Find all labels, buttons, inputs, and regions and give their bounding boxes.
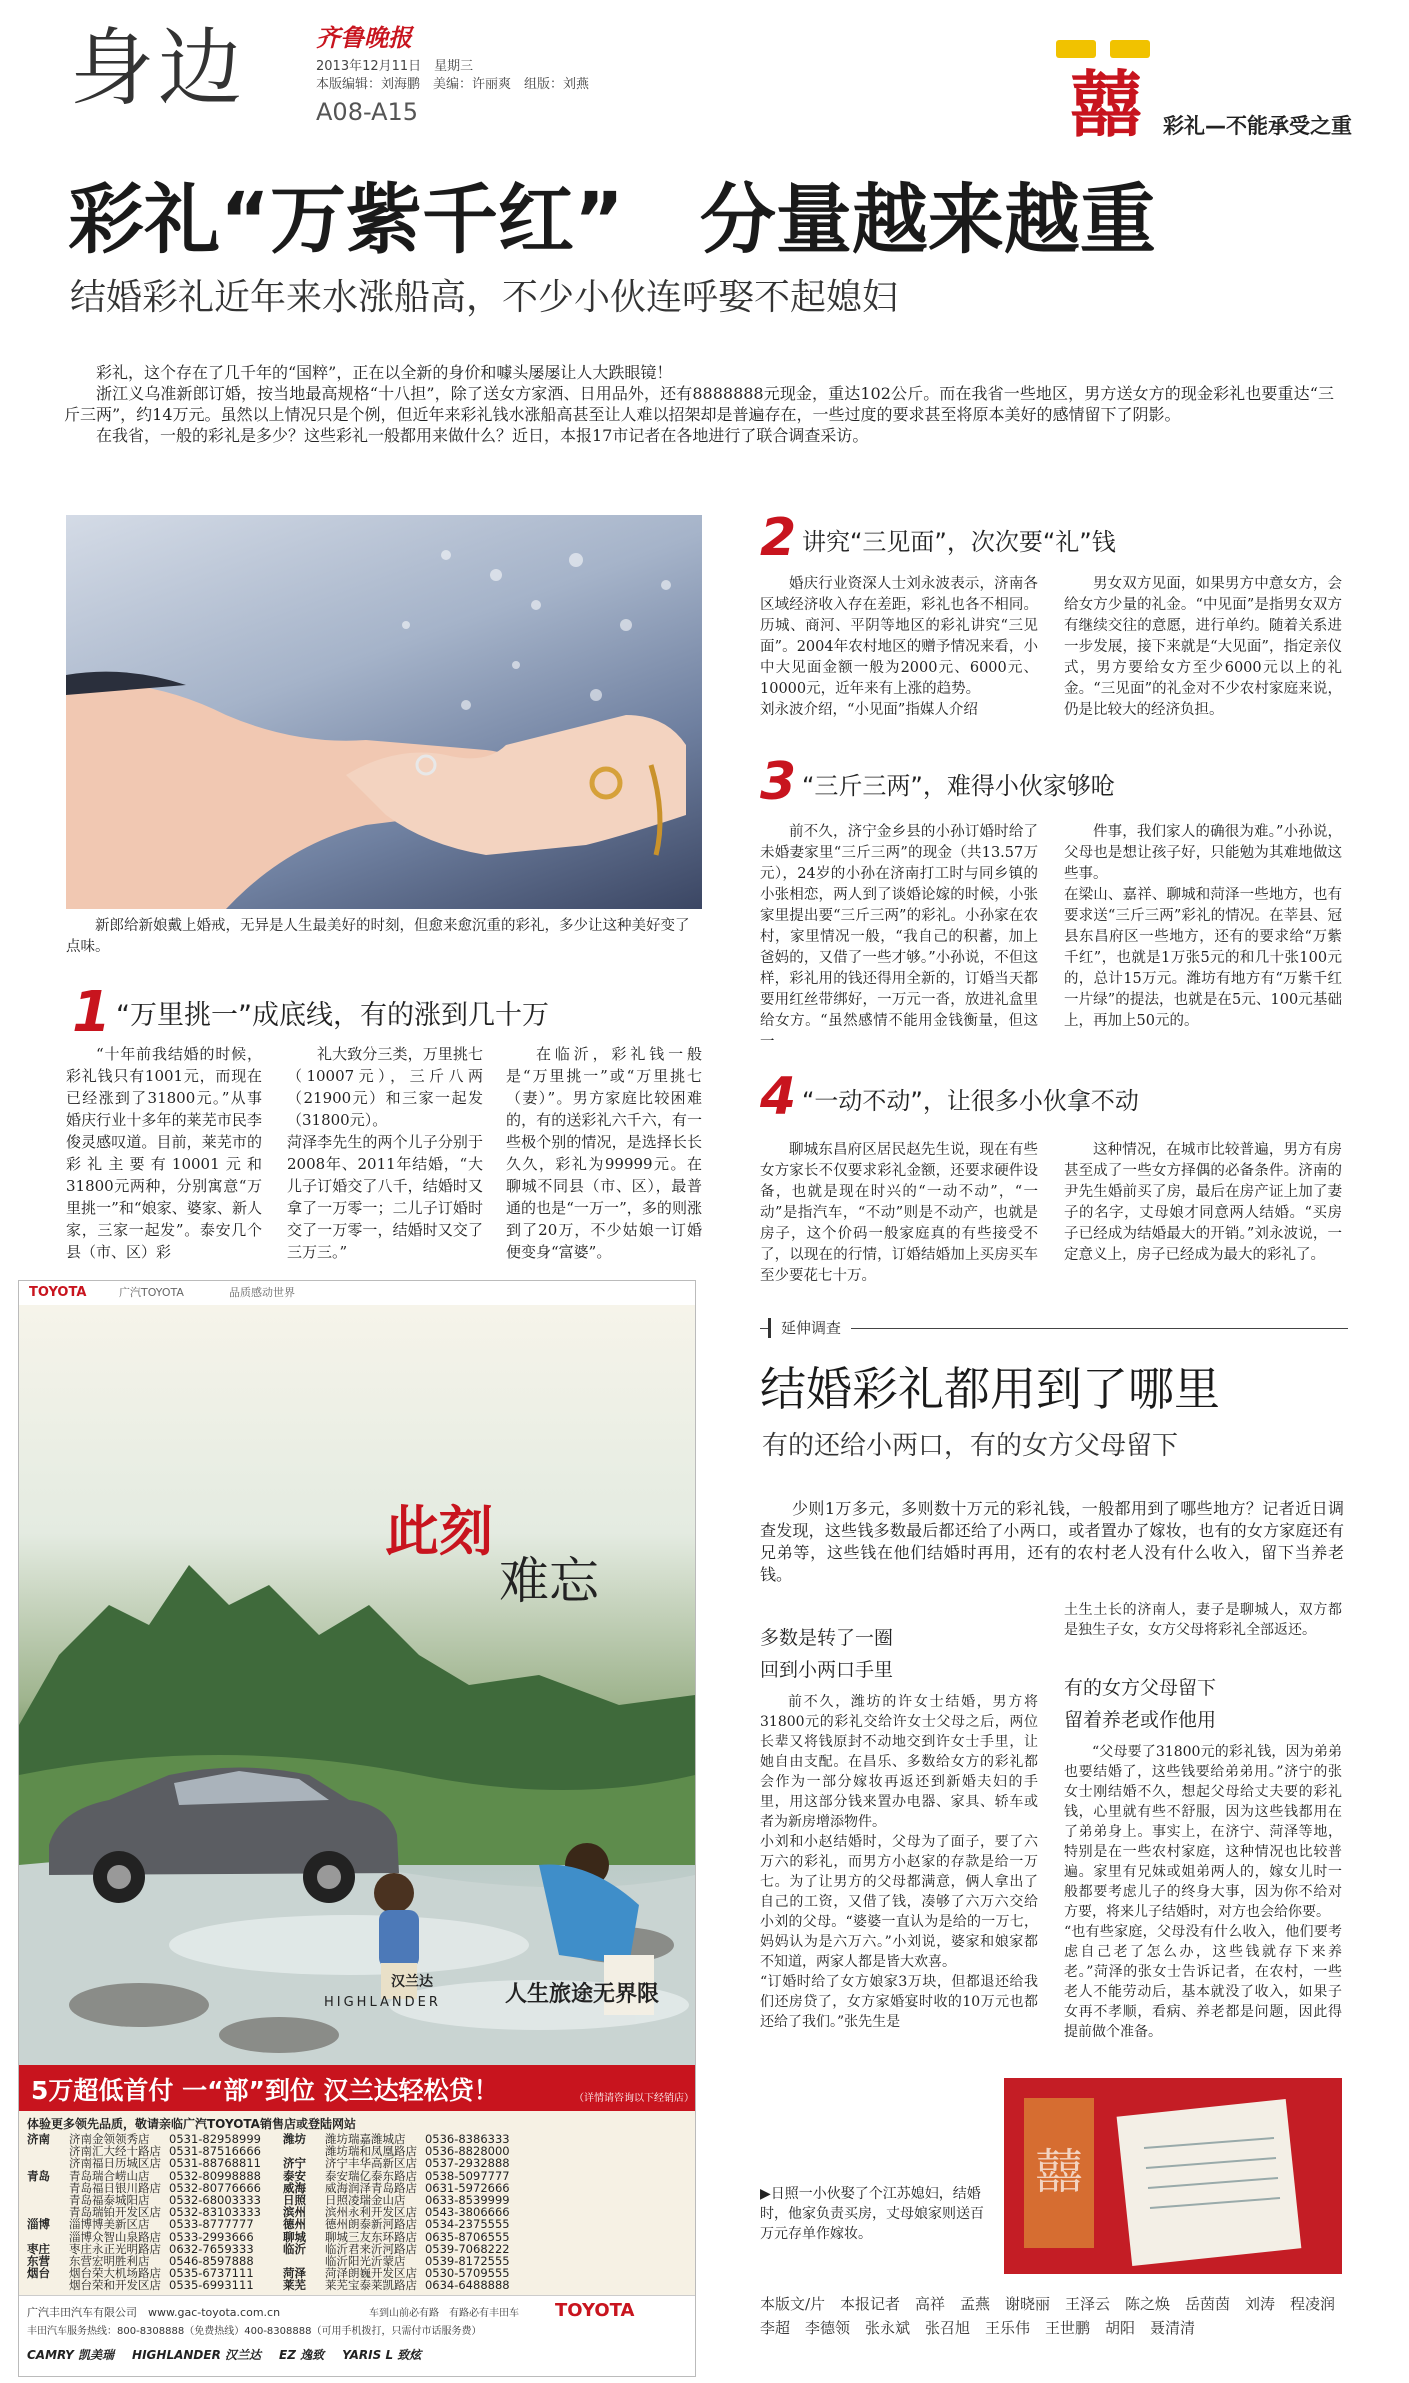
dealer-phone: 0536-8828000 xyxy=(424,2144,510,2159)
dealer-store: 潍坊瑞嘉潍城店 xyxy=(324,2132,406,2146)
ad-scene-image xyxy=(19,1305,695,2065)
dealer-city: 枣庄 xyxy=(27,2241,50,2256)
section-3-heading xyxy=(760,752,1380,812)
dealer-row xyxy=(23,2170,514,2182)
section-1-title: “万里挑一”成底线，有的涨到几十万 xyxy=(116,1000,549,1031)
dealer-phone: 0532-80998888 xyxy=(169,2168,261,2183)
ad-header xyxy=(19,1281,695,1306)
lead-paragraph xyxy=(64,362,1334,446)
feature-title: 结婚彩礼都用到了哪里 xyxy=(760,1362,1220,1416)
feature-sub1-title-line2: 回到小两口手里 xyxy=(760,1659,894,1681)
dealer-phone: 0538-5097777 xyxy=(424,2168,510,2183)
dealer-phone: 0539-7068222 xyxy=(424,2241,510,2256)
svg-text:囍: 囍 xyxy=(1069,63,1143,144)
dealer-store: 济宁丰华高新区店 xyxy=(324,2156,417,2171)
dealer-store: 临沂阳光沂蒙店 xyxy=(324,2254,406,2269)
feature-sub2-title-line2: 留着养老或作他用 xyxy=(1064,1709,1217,1731)
dealer-phone: 0533-2993666 xyxy=(169,2229,254,2244)
dealer-phone: 0531-82958999 xyxy=(169,2132,261,2146)
section-3-col-2: 件事，我们家人的确很为难。”小孙说，父母也是想让孩子好，只能勉为其难地做这些事。 在梁山、嘉祥、聊城和菏泽一些地方，也有要求送“三斤三两”彩礼的情况。在莘县、冠县东昌府区一些地方，还有的要求给“万紫千红”，也就是1万张5元的和几十张100元的，总计15万元。潍坊有地方有“万紫千红一片绿”的提法，也就是在5元、100元基础上，再加上50元的。 xyxy=(1064,824,1342,1029)
paper-logo: 齐鲁晚报 xyxy=(316,23,412,52)
dealer-store: 滨州永利开发区店 xyxy=(324,2205,417,2220)
dealer-store: 枣庄永正光明路店 xyxy=(69,2241,161,2256)
feature-sub1-body: 前不久，潍坊的许女士结婚，男方将31800元的彩礼交给许女士父母之后，两位长辈又将钱原封不动地交到许女士手里，让她自由支配。在昌乐、多数给女方的彩礼都会作为一部分嫁妆再返还到新婚夫妇的手里，用这部分钱来置办电器、家具、轿车或者为新房增添物件。 小刘和小赵结婚时，父母为了面子，要了六万六的彩礼，而男方小赵家的存款是给一万七。为了让男方的父母都满意，俩人拿出了自己的工资，又借了钱，凑够了六万六交给小刘的父母。“婆婆一直认为是给的一万七，妈妈认为是六万六。”小刘说，婆家和娘家都不知道，两家人都是皆大欢喜。 “订婚时给了女方娘家3万块，但都退还给我们还房贷了，女方家婚宴时收的10万元也都还给了我们。”张先生是 xyxy=(760,1694,1038,2030)
dealer-phone: 0632-7659333 xyxy=(169,2241,254,2256)
ad-slogan-top: 品质感动世界 xyxy=(229,1286,295,1299)
feature-sub2-body: “父母要了31800元的彩礼钱，因为弟弟也要结婚了，这些钱要给弟弟用。”济宁的张女士刚结婚不久，想起父母给丈夫要的彩礼钱，心里就有些不舒服，因为这些钱都用在了弟弟身上。事实上，在济宁、菏泽等地，特别是在一些农村家庭，这种情况也比较普遍。家里有兄妹或姐弟两人的，嫁女儿时一般都要考虑儿子的终身大事，因为你不给对方要，将来儿子结婚时，对方也会给你要。 “也有些家庭，父母没有什么收入，他们要考虑自己老了怎么办，这些钱就存下来养老。”菏泽的张女士告诉记者，在农村，一些老人不能劳动后，基本就没了收入，如果子女再不孝顺，看病、养老都是问题，因此得提前做个准备。 xyxy=(1064,1744,1342,2040)
dealer-store: 淄博博美新区店 xyxy=(69,2217,150,2232)
section-4-col-1: 聊城东昌府区居民赵先生说，现在有些女方家长不仅要求彩礼金额，还要求硬件设备，也就是现在时兴的“一动不动”，“一动”是指汽车，“不动”则是不动产，也就是房子，这个价码一般家庭真的有些接受不了，以现在的行情，订婚结婚加上买房买车至少要花七十万。 xyxy=(760,1142,1038,1284)
dealer-store: 青岛瑞铂开发区店 xyxy=(69,2205,161,2220)
dealer-city xyxy=(23,2279,65,2291)
dealer-store: 淄博众智山泉路店 xyxy=(69,2229,161,2244)
dealer-city: 日照 xyxy=(282,2193,306,2208)
dealer-phone: 0531-87516666 xyxy=(169,2144,261,2159)
dealer-phone: 0532-68003333 xyxy=(169,2193,261,2208)
main-headline: 彩礼“万紫千红” 分量越来越重 xyxy=(68,175,1156,264)
dealer-store: 济南福日历城区店 xyxy=(69,2156,161,2171)
editors-line: 本版编辑：刘海鹏 美编：许丽爽 组版：刘燕 xyxy=(316,77,590,92)
section-2-number: 2 xyxy=(760,508,797,568)
dealer-phone: 0531-88768811 xyxy=(169,2156,261,2171)
feature-sub1-title-line1: 多数是转了一圈 xyxy=(760,1627,894,1649)
ad-footer xyxy=(19,2295,695,2377)
ad-tagline: 人生旅途无界限 xyxy=(505,1982,660,2007)
dealer-phone: 0537-2932888 xyxy=(424,2156,510,2171)
ad-dealer-panel xyxy=(19,2111,695,2295)
section-4-heading xyxy=(760,1067,1380,1127)
dealer-row xyxy=(23,2218,514,2230)
ad-model-en: HIGHLANDER xyxy=(324,1995,441,2010)
double-happiness-icon xyxy=(1050,38,1162,144)
ad-brand: TOYOTA xyxy=(29,1285,87,1300)
section-1-heading xyxy=(66,980,706,1045)
dealer-store: 菏泽朗巍开发区店 xyxy=(324,2266,417,2281)
section-1-col-1: “十年前我结婚的时候，彩礼钱只有1001元，而现在已经涨到了31800元。”从事婚庆行业十多年的莱芜市民李俊灵感叹道。目前，莱芜市的彩礼主要有10001元和31800元两种，分别寓意“万里挑一”和“娘家、婆家、新人家，三家一起发”。泰安几个县（市、区）彩 xyxy=(66,1045,262,1261)
dealer-phone: 0634-6488888 xyxy=(424,2278,510,2293)
toyota-logo-text: TOYOTA xyxy=(555,2300,635,2321)
ad-headline-2: 难忘 xyxy=(499,1552,599,1610)
section-4-title: “一动不动”，让很多小伙拿不动 xyxy=(802,1087,1139,1115)
section-title: 身边 xyxy=(70,19,247,117)
section-4-col-2: 这种情况，在城市比较普遍，男方有房甚至成了一些女方择偶的必备条件。济南的尹先生婚前买了房，最后在房产证上加了妻子的名字，丈母娘才同意两人结婚。“买房子已经成为结婚最大的开销。”刘永波说，一定意义上，房子已经成为最大的彩礼了。 xyxy=(1064,1142,1342,1263)
dealer-city xyxy=(23,2231,65,2243)
section-2-heading xyxy=(760,508,1380,568)
dealer-phone: 0530-5709555 xyxy=(424,2266,510,2281)
model-ez: EZ 逸致 xyxy=(279,2348,325,2362)
dealer-phone: 0635-8706555 xyxy=(424,2229,510,2244)
dealer-store: 青岛瑞合崂山店 xyxy=(69,2168,150,2183)
model-yaris: YARIS L 致炫 xyxy=(342,2348,422,2362)
section-3-number: 3 xyxy=(760,752,797,812)
ad-footer-right: 车到山前必有路 有路必有丰田车 xyxy=(369,2308,519,2319)
section-3-col-1: 前不久，济宁金乡县的小孙订婚时给了未婚妻家里“三斤三两”的现金（共13.57万元），24岁的小孙在济南打工时与同乡镇的小张相恋，两人到了谈婚论嫁的时候，小张家里提出要“三斤三两”的彩礼。小孙家在农村，家里情况一般，“我自己的积蓄，加上爸妈的，又借了一些才够。”小孙说，不但这样，彩礼用的钱还得用全新的，订婚当天都要用红丝带绑好，一万元一沓，放进礼盒里给女方。“虽然感情不能用金钱衡量，但这一 xyxy=(760,824,1038,1050)
section-1-col-2: 礼大致分三类，万里挑七（10007元），三斤八两（21900元）和三家一起发（31800元）。 菏泽李先生的两个儿子分别于2008年、2011年结婚，“大儿子订婚交了八千，结婚时又拿了一万零一；二儿子订婚时交了一万零一，结婚时又交了三万三。” xyxy=(287,1045,483,1261)
ad-promo-note: （详情请咨询以下经销店） xyxy=(574,2093,694,2104)
section-3-title: “三斤三两”，难得小伙家够呛 xyxy=(802,772,1115,800)
toyota-logo xyxy=(555,2300,634,2321)
dealer-city: 烟台 xyxy=(27,2266,50,2281)
dealer-phone: 0536-8386333 xyxy=(424,2132,510,2146)
dealer-city: 东营 xyxy=(27,2254,50,2269)
dealer-city: 威海 xyxy=(282,2180,306,2195)
dealer-store: 潍坊瑞和凤凰路店 xyxy=(324,2144,417,2159)
section-2-col-2: 男女双方见面，如果男方中意女方，会给女方少量的礼金。“中见面”是指男女双方有继续交往的意愿，进行单约。随着关系进一步发展，接下来就是“大见面”，指定亲仪式，男方要给女方至少6000元以上的礼金。“三见面”的礼金对不少农村家庭来说，仍是比较大的经济负担。 xyxy=(1064,576,1342,718)
dealer-phone: 0546-8597888 xyxy=(169,2254,254,2269)
dealer-store: 聊城三友东环路店 xyxy=(324,2229,417,2244)
dealer-store: 莱芜宝泰莱凯路店 xyxy=(324,2278,417,2293)
dealer-city: 聊城 xyxy=(282,2229,306,2244)
ad-footer-service: 丰田汽车服务热线：800-8308888（免费热线）400-8308888（可用手机拨打，只需付市话服务费） xyxy=(27,2326,482,2337)
dealer-store: 烟台荣大机场路店 xyxy=(69,2266,161,2281)
dealer-city: 临沂 xyxy=(282,2241,306,2256)
lead-line-2: 浙江义乌准新郎订婚，按当地最高规格“十八担”，除了送女方家酒、日用品外，还有8888888元现金，重达102公斤。而在我省一些地区，男方送女方的现金彩礼也要重达“三斤三两”，约14万元。虽然以上情况只是个例，但近年来彩礼钱水涨船高甚至让人难以招架却是普遍存在，一些过度的要求甚至将原本美好的感情留下了阴影。 xyxy=(64,384,1334,424)
dealer-row xyxy=(23,2157,514,2169)
dealer-table xyxy=(23,2133,514,2292)
toyota-ad xyxy=(18,1280,696,2377)
feature-tag: 延伸调查 xyxy=(768,1318,851,1338)
ad-headline-1: 此刻 xyxy=(385,1499,493,1563)
feature-sub2-title-line1: 有的女方父母留下 xyxy=(1064,1677,1217,1699)
dealer-phone: 0532-83103333 xyxy=(169,2205,261,2220)
ad-brand-cn: 广汽TOYOTA xyxy=(119,1286,184,1299)
dealer-store: 德州朗泰新河路店 xyxy=(324,2217,417,2232)
dealer-phone: 0535-6737111 xyxy=(169,2266,254,2281)
dealer-store: 临沂君来沂河路店 xyxy=(324,2241,417,2256)
dealer-phone: 0534-2375555 xyxy=(424,2217,510,2232)
dealer-store: 济南汇大经十路店 xyxy=(69,2144,161,2159)
dealer-phone: 0533-8777777 xyxy=(169,2217,254,2232)
dealer-city: 淄博 xyxy=(27,2217,50,2232)
dealer-city xyxy=(23,2182,65,2194)
dealer-row xyxy=(23,2279,514,2291)
lead-line-1: 彩礼，这个存在了几千年的“国粹”，正在以全新的身价和噱头屡屡让人大跌眼镜！ xyxy=(96,363,673,382)
dealer-store: 日照凌瑞金山店 xyxy=(324,2193,406,2208)
dealer-city: 潍坊 xyxy=(282,2132,306,2146)
dealer-store: 青岛福日银川路店 xyxy=(69,2180,161,2195)
section-4-number: 4 xyxy=(760,1067,797,1127)
feature-photo-caption: ▶日照一小伙娶了个江苏媳妇，结婚时，他家负责买房，丈母娘家则送百万元存单作嫁妆。 xyxy=(760,2186,984,2242)
feature-subtitle: 有的还给小两口，有的女方父母留下 xyxy=(762,1431,1179,1461)
dealer-phone: 0535-6993111 xyxy=(169,2278,254,2293)
dealer-city xyxy=(23,2145,65,2157)
dealer-city: 泰安 xyxy=(282,2168,306,2183)
feature-lead: 少则1万多元，多则数十万元的彩礼钱，一般都用到了哪些地方？记者近日调查发现，这些钱多数最后都还给了小两口，或者置办了嫁妆，也有的女方家庭还有兄弟等，这些钱在他们结婚时再用，还有的农村老人没有什么收入，留下当养老钱。 xyxy=(760,1499,1344,1584)
section-1-col-3: 在临沂，彩礼钱一般是“万里挑一”或“万里挑七（妻）”。男方家庭比较困难的，有的送彩礼六千六，有一些极个别的情况，是选择长长久久，彩礼为99999元。在聊城不同县（市、区），最普通的也是“一万一”，多的则涨到了20万，不少姑娘一订婚便变身“富婆”。 xyxy=(506,1045,702,1261)
dealer-store: 威海润泽青岛路店 xyxy=(324,2180,417,2195)
feature-sub1-title xyxy=(760,1622,1040,1686)
section-2-title: 讲究“三见面”，次次要“礼”钱 xyxy=(802,528,1116,556)
dealer-city: 青岛 xyxy=(27,2168,50,2183)
ring-photo xyxy=(66,515,702,909)
dealer-city: 济南 xyxy=(27,2132,50,2146)
dealer-phone: 0532-80776666 xyxy=(169,2180,261,2195)
dealer-phone: 0543-3806666 xyxy=(424,2205,510,2220)
dealer-city: 济宁 xyxy=(282,2156,306,2171)
page-range: A08-A15 xyxy=(316,98,419,126)
svg-text:囍: 囍 xyxy=(1034,2144,1084,2200)
dealer-city xyxy=(23,2194,65,2206)
ad-promo-text: 5万超低首付 一“部”到位 汉兰达轻松贷！ xyxy=(31,2076,499,2105)
dealer-row xyxy=(23,2231,514,2243)
dealer-city xyxy=(23,2157,65,2169)
dealer-city: 菏泽 xyxy=(282,2266,306,2281)
lead-line-3: 在我省，一般的彩礼是多少？这些彩礼一般都用来做什么？近日，本报17市记者在各地进行了联合调查采访。 xyxy=(96,426,869,445)
ad-dealers-title: 体验更多领先品质，敬请亲临广汽TOYOTA销售店或登陆网站 xyxy=(27,2117,356,2131)
dealer-phone: 0539-8172555 xyxy=(424,2254,510,2269)
ad-model-cn: 汉兰达 xyxy=(391,1974,433,1990)
dealer-store: 东营宏明胜利店 xyxy=(69,2254,150,2269)
ad-models-row xyxy=(27,2346,687,2370)
model-camry: CAMRY 凯美瑞 xyxy=(27,2348,115,2362)
section-2-col-1: 婚庆行业资深人士刘永波表示，济南各区域经济收入存在差距，彩礼也各不相同。历城、商河、平阴等地区的彩礼讲究“三见面”。2004年农村地区的赠予情况来看，小中大见面金额一般为2000元、6000元、10000元，近年来有上涨的趋势。 刘永波介绍，“小见面”指媒人介绍 xyxy=(760,576,1038,718)
series-label: 彩礼—不能承受之重 xyxy=(1163,114,1352,138)
model-highlander: HIGHLANDER 汉兰达 xyxy=(132,2348,262,2362)
dealer-phone: 0631-5972666 xyxy=(424,2180,510,2195)
ad-footer-company: 广汽丰田汽车有限公司 www.gac-toyota.com.cn xyxy=(27,2306,281,2319)
wedding-document-photo xyxy=(1004,2078,1342,2274)
issue-date: 2013年12月11日 星期三 xyxy=(316,59,474,74)
dealer-store: 济南金领领秀店 xyxy=(69,2132,150,2146)
photo-caption: 新郎给新娘戴上婚戒，无异是人生最美好的时刻，但愈来愈沉重的彩礼，多少让这种美好变了点味。 xyxy=(66,918,690,955)
dealer-city: 德州 xyxy=(282,2217,306,2232)
dealer-store: 泰安瑞亿泰东路店 xyxy=(324,2168,417,2183)
dealer-city: 滨州 xyxy=(282,2205,306,2220)
feature-sub1-continued: 土生土长的济南人，妻子是聊城人，双方都是独生子女，女方父母将彩礼全部返还。 xyxy=(1064,1602,1342,1638)
ad-promo-bar xyxy=(19,2065,695,2111)
main-subtitle: 结婚彩礼近年来水涨船高，不少小伙连呼娶不起媳妇 xyxy=(70,277,899,318)
dealer-phone: 0633-8539999 xyxy=(424,2193,510,2208)
masthead xyxy=(0,0,1409,165)
section-1-number: 1 xyxy=(72,980,111,1045)
feature-sub2-title xyxy=(1064,1672,1344,1736)
dealer-store: 烟台荣和开发区店 xyxy=(69,2278,161,2293)
dealer-store: 青岛福泰城阳店 xyxy=(69,2193,150,2208)
dealer-city: 莱芜 xyxy=(282,2278,306,2293)
credits-line: 本版文/片 本报记者 高祥 孟燕 谢晓丽 王泽云 陈之焕 岳茵茵 刘涛 程凌润 李超 李德领 张永斌 张召旭 王乐伟 王世鹏 胡阳 聂清清 xyxy=(760,2295,1351,2337)
